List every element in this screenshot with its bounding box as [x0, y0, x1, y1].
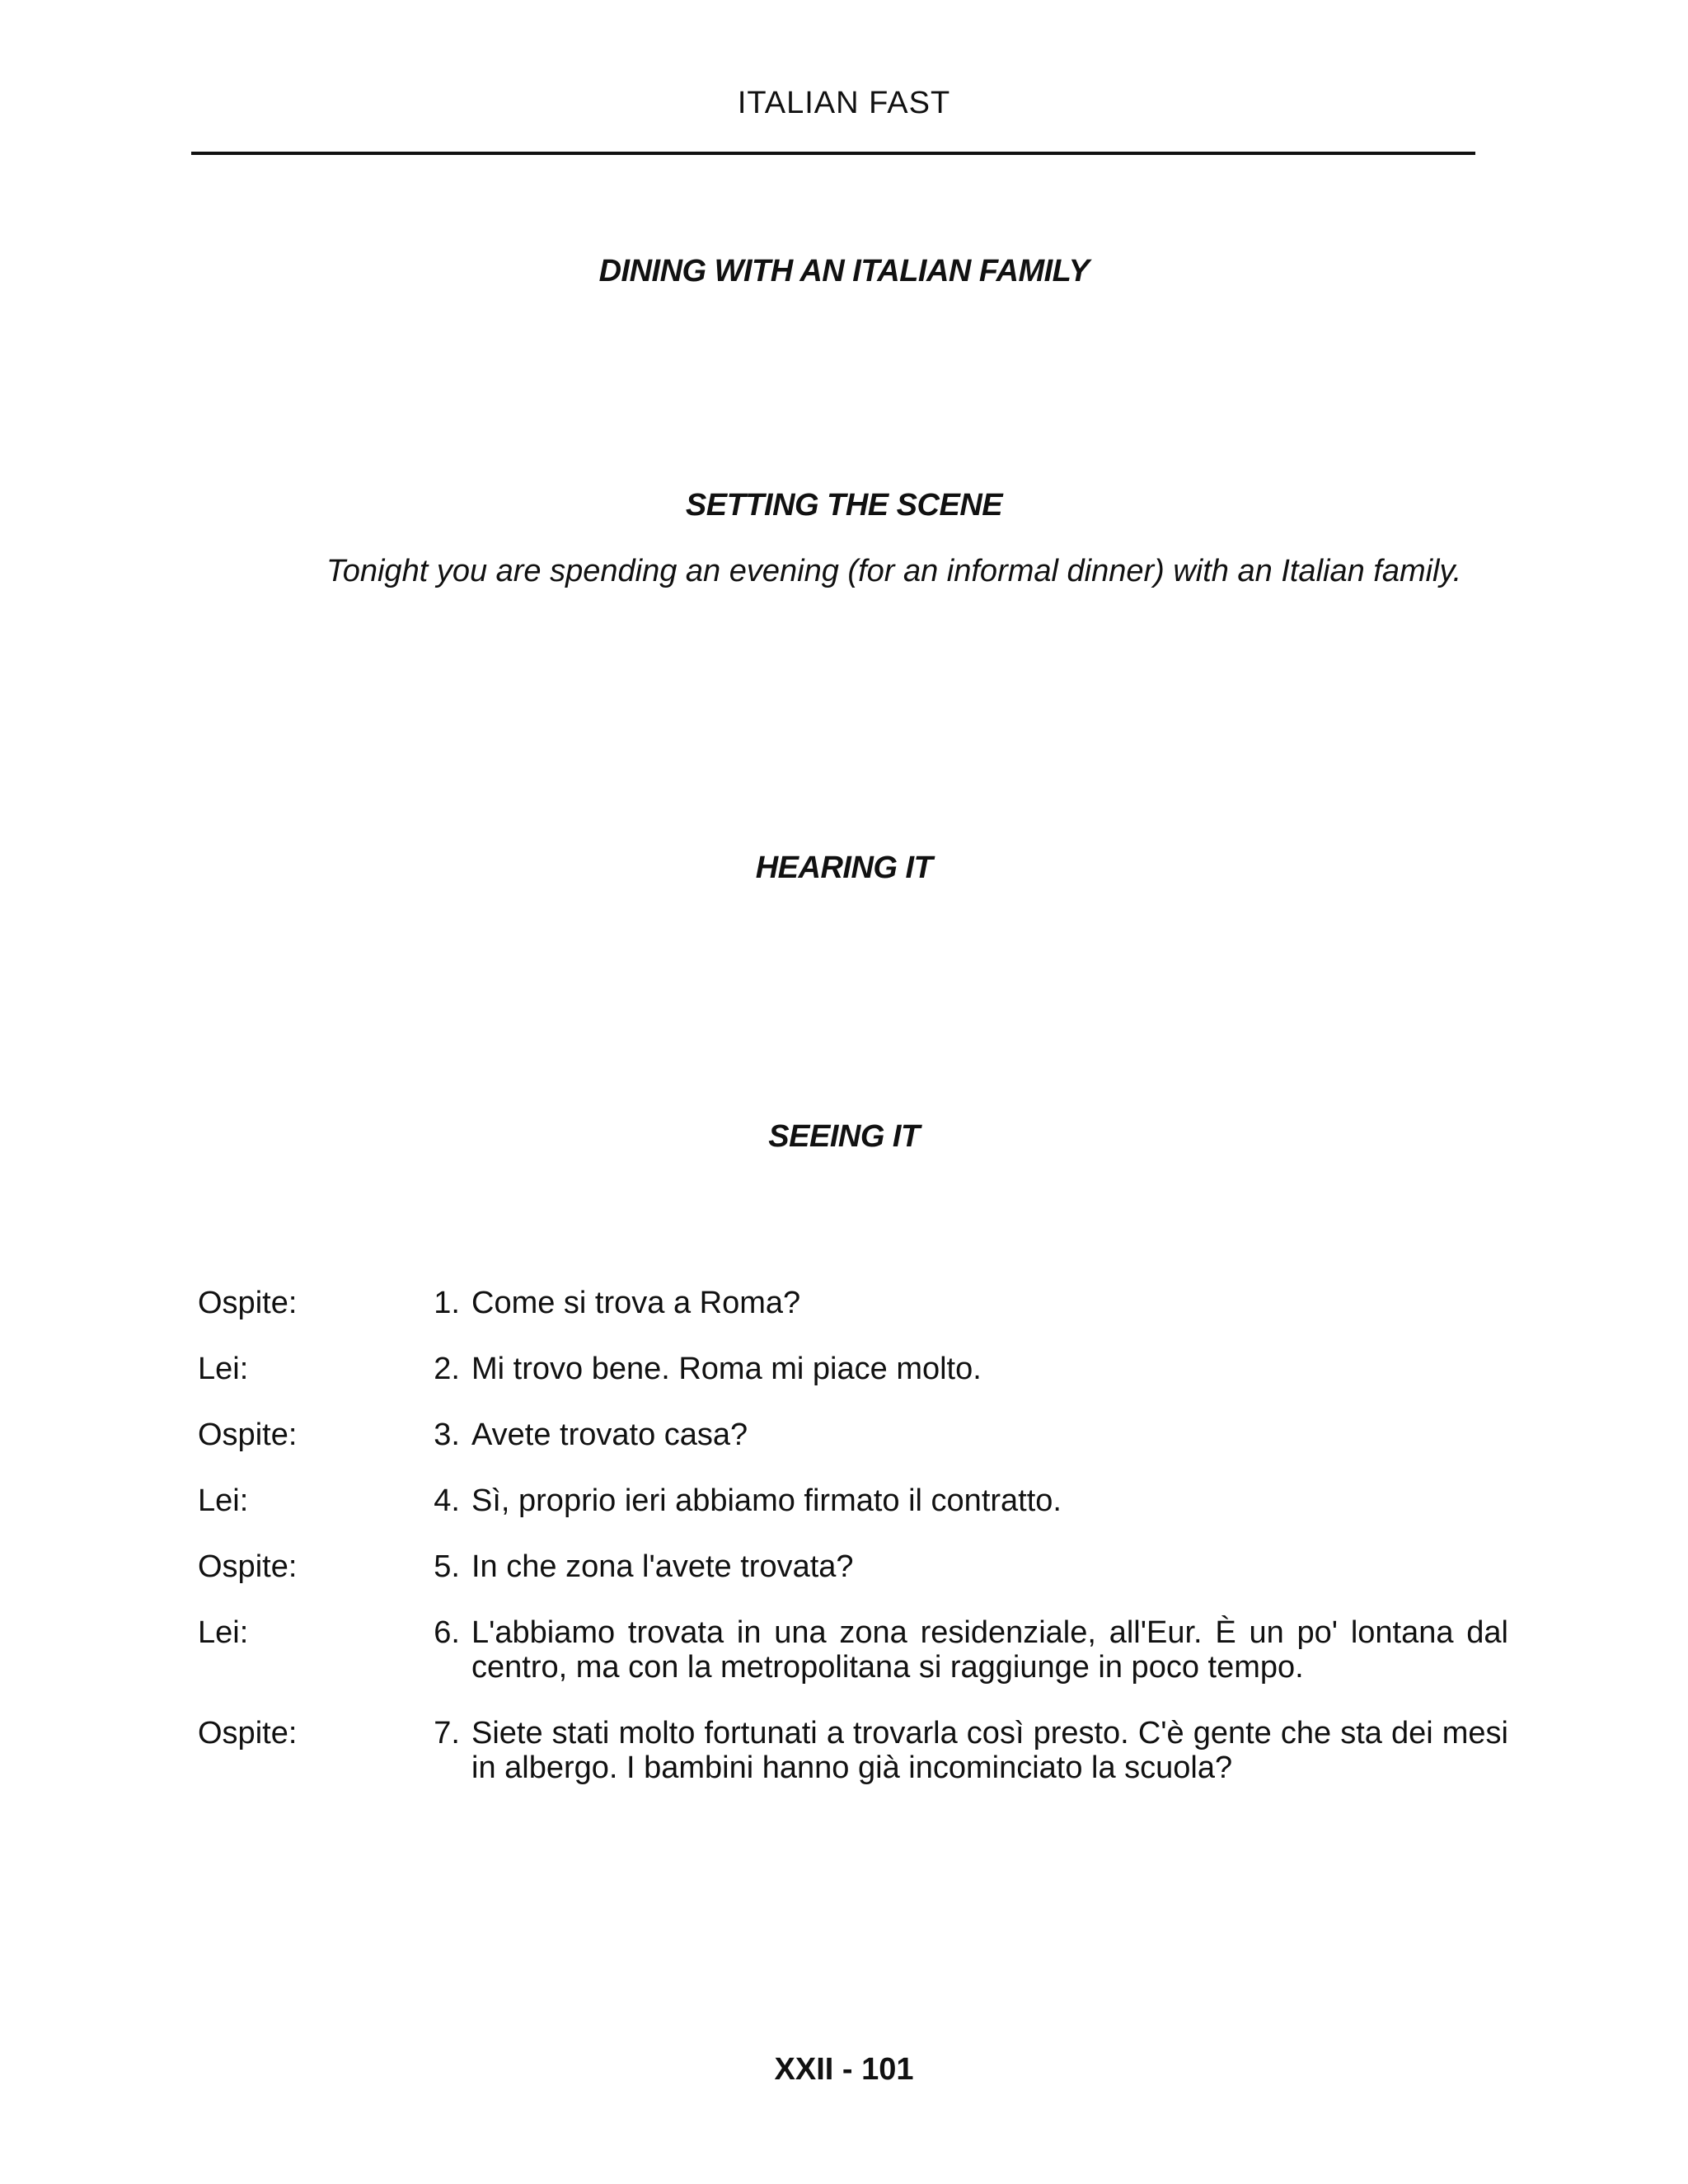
utterance-text: Avete trovato casa? [471, 1418, 748, 1452]
utterance-text: Sì, proprio ieri abbiamo firmato il contratto. [471, 1483, 1062, 1518]
dialogue-line [198, 1615, 1508, 1685]
speaker-label: Ospite: [198, 1549, 298, 1584]
utterance-text: Siete stati molto fortunati a trovarla così presto. C'è gente che sta dei mesi in albergo. I bambini hanno già incominciato la scuola? [471, 1716, 1508, 1785]
dialogue-line [198, 1549, 1508, 1584]
utterance-text: Mi trovo bene. Roma mi piace molto. [471, 1352, 982, 1386]
speaker-label: Ospite: [198, 1418, 298, 1452]
utterance-text: L'abbiamo trovata in una zona residenziale, all'Eur. È un po' lontana dal centro, ma con la metropolitana si raggiunge in poco tempo. [471, 1615, 1508, 1685]
dialogue-line [198, 1483, 1508, 1518]
page-number: XXII - 101 [774, 2052, 914, 2087]
dialogue-line [198, 1352, 1508, 1386]
line-number: 4. [434, 1483, 460, 1518]
speaker-label: Lei: [198, 1483, 249, 1518]
running-head: ITALIAN FAST [737, 86, 951, 120]
line-number: 6. [434, 1615, 460, 1650]
speaker-label: Ospite: [198, 1716, 298, 1750]
line-number: 5. [434, 1549, 460, 1584]
dialogue-line [198, 1418, 1508, 1452]
section-heading-setting-the-scene: SETTING THE SCENE [685, 488, 1003, 523]
utterance-text: In che zona l'avete trovata? [471, 1549, 854, 1584]
dialogue-list [198, 1286, 1508, 1816]
line-number: 3. [434, 1418, 460, 1452]
dialogue-line [198, 1716, 1508, 1785]
speaker-label: Lei: [198, 1615, 249, 1650]
scene-description: Tonight you are spending an evening (for an informal dinner) with an Italian family. [326, 554, 1462, 588]
line-number: 1. [434, 1286, 460, 1320]
section-heading-seeing-it: SEEING IT [768, 1119, 920, 1154]
lesson-title: DINING WITH AN ITALIAN FAMILY [598, 254, 1090, 288]
section-heading-hearing-it: HEARING IT [755, 851, 933, 885]
speaker-label: Ospite: [198, 1286, 298, 1320]
line-number: 2. [434, 1352, 460, 1386]
utterance-text: Come si trova a Roma? [471, 1286, 801, 1320]
dialogue-line [198, 1286, 1508, 1320]
header-rule [191, 152, 1475, 155]
line-number: 7. [434, 1716, 460, 1750]
speaker-label: Lei: [198, 1352, 249, 1386]
